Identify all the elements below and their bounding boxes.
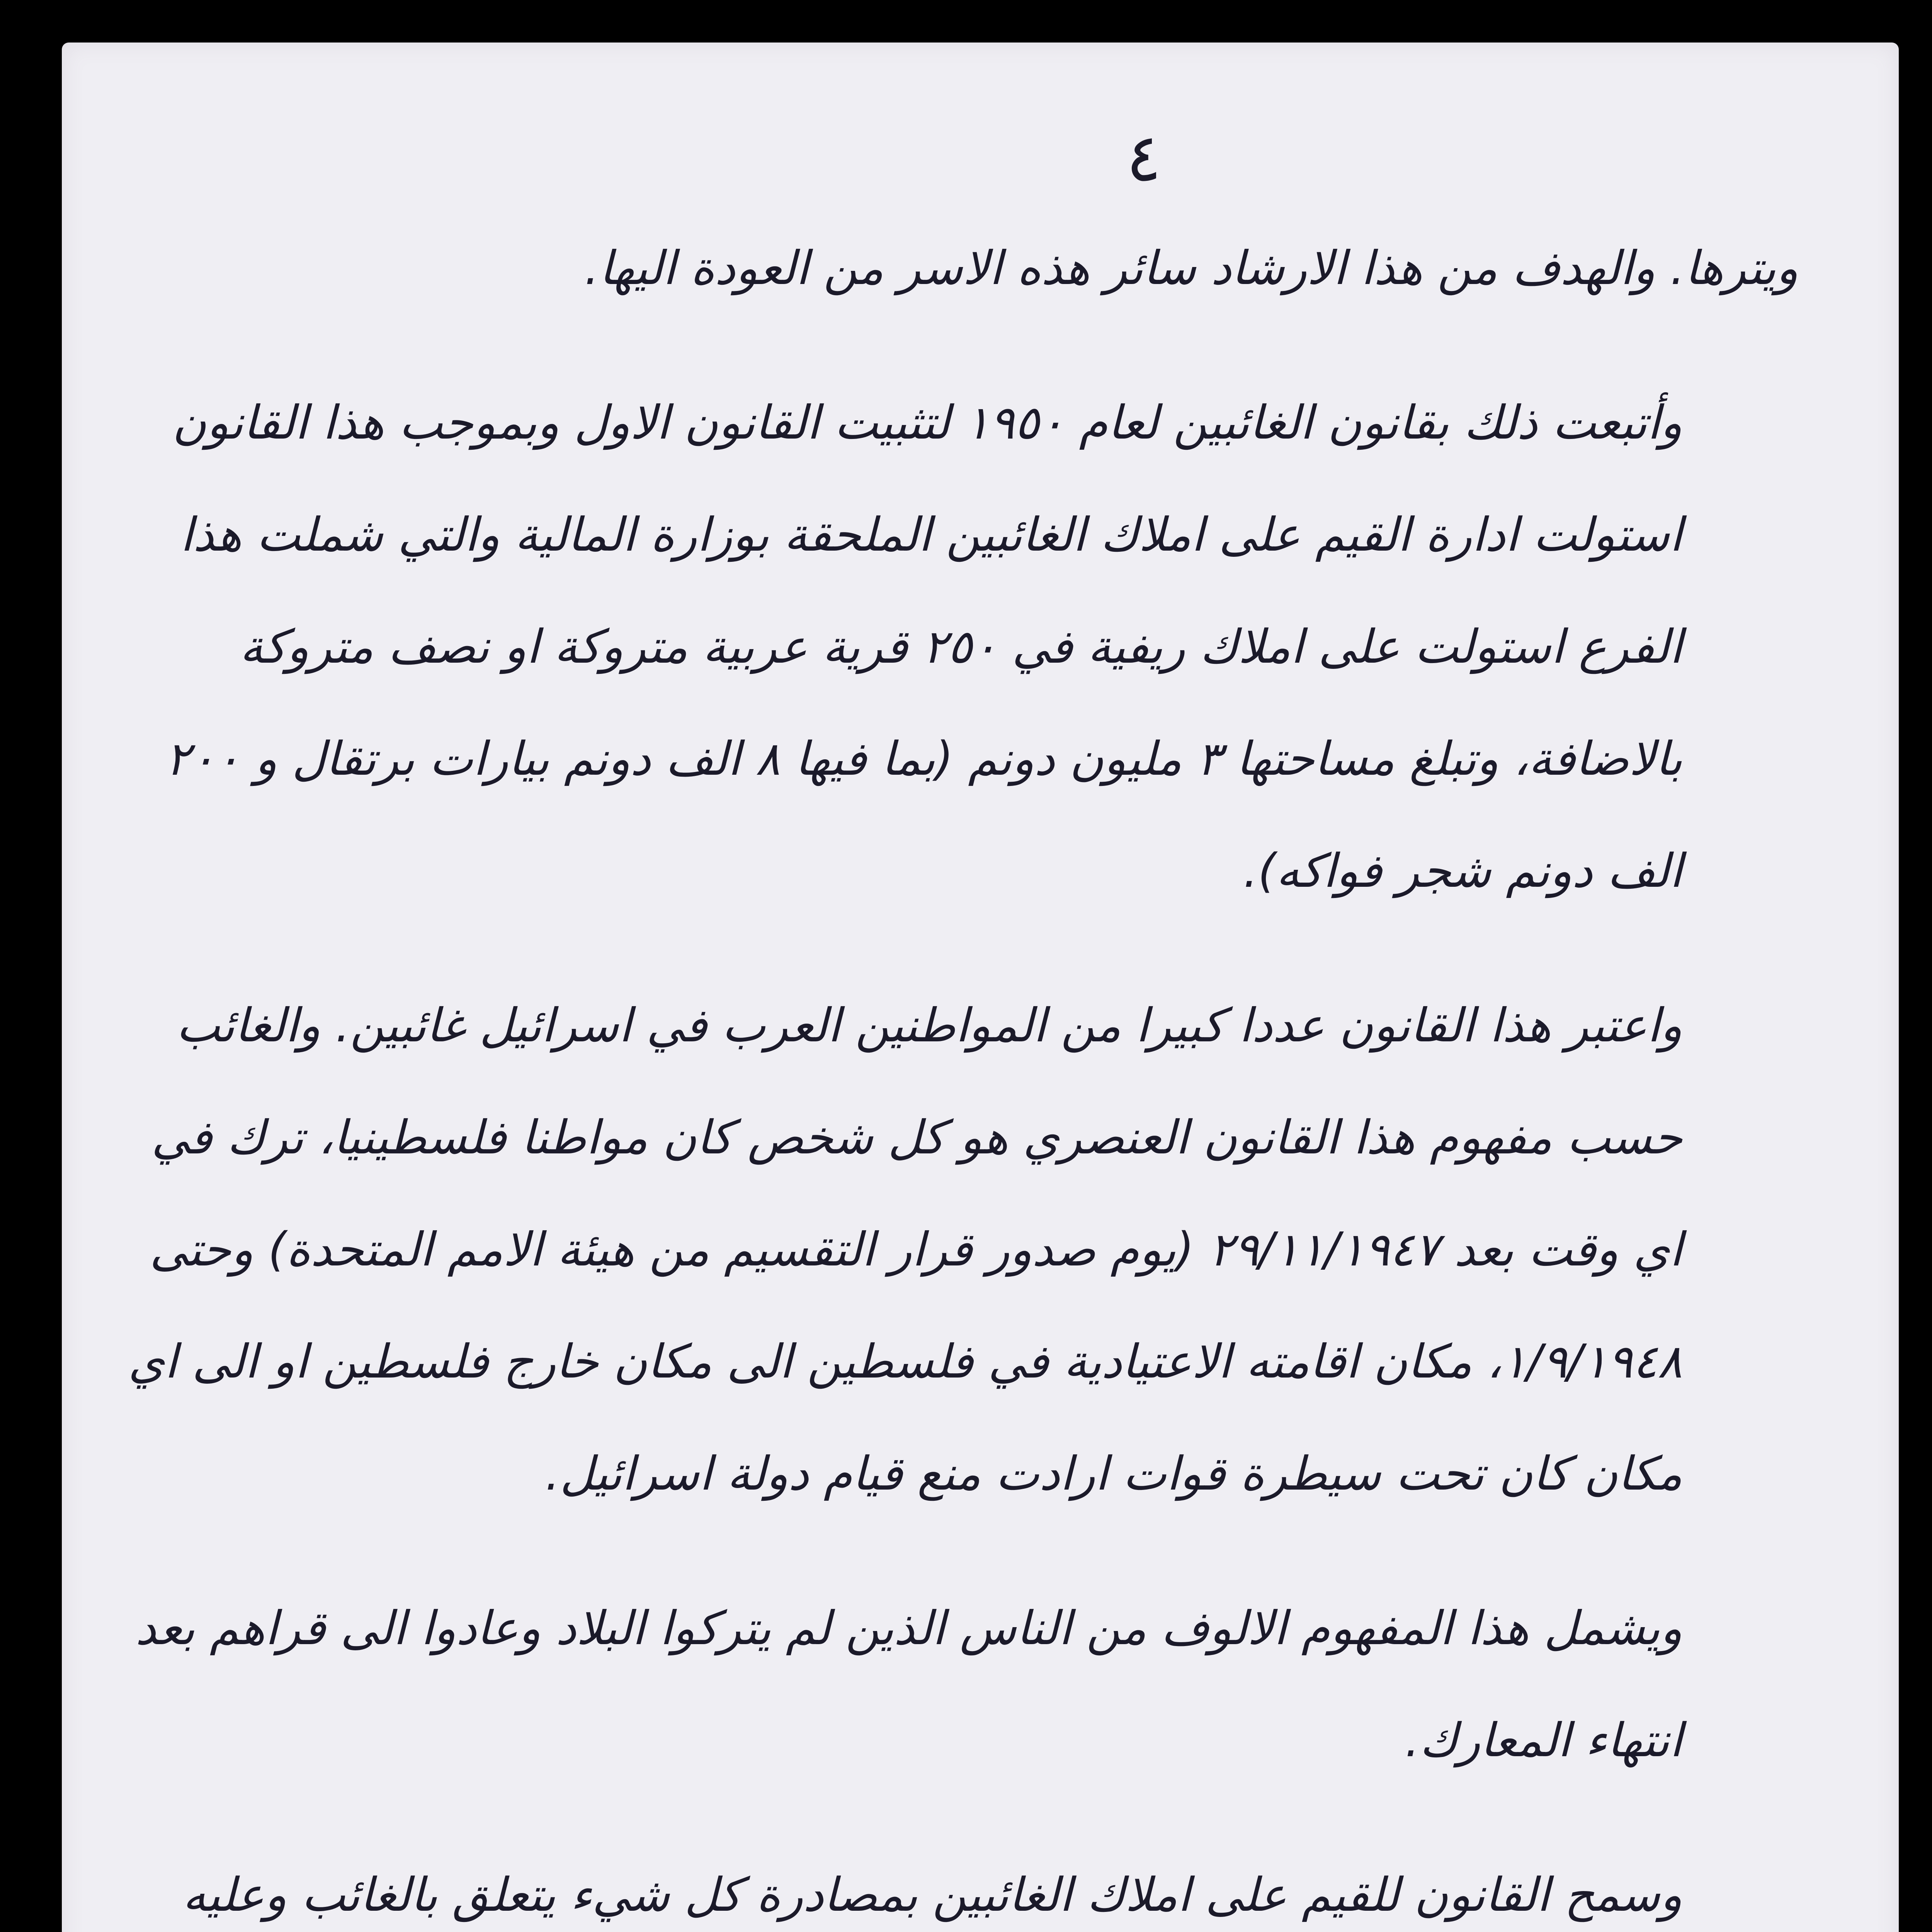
handwritten-text-body	[97, 213, 1798, 1932]
paragraph-thousands-included: ويشمل هذا المفهوم الالوف من الناس الذين لم يتركوا البلاد وعادوا الى قراهم بعد انتهاء المعارك.	[135, 1602, 1682, 1767]
paragraph-gap	[97, 927, 1798, 970]
paragraph-intro: ويترها. والهدف من هذا الارشاد سائر هذه الاسر من العودة اليها.	[584, 242, 1798, 295]
page-number: ٤	[1126, 120, 1162, 196]
paragraph-absentee-definition: واعتبر هذا القانون عددا كبيرا من المواطنين العرب في اسرائيل غائبين. والغائب حسب مفهوم هذا القانون العنصري هو كل شخص كان مواطنا فلسطينيا، ترك في اي وقت بعد ٢٩/١١/١٩٤٧ (يوم صدور قرار التقسيم من هيئة الامم المتحدة) وحتى ١/٩/١٩٤٨، مكان اقامته الاعتيادية في فلسطين الى مكان خارج فلسطين او الى اي مكان كان تحت سيطرة قوات ارادت منع قيام دولة اسرائيل.	[128, 999, 1682, 1501]
paragraph-absentees-law: وأتبعت ذلك بقانون الغائبين لعام ١٩٥٠ لتثبيت القانون الاول وبموجب هذا القانون استولت ادارة القيم على املاك الغائبين الملحقة بوزارة المالية والتي شملت هذا الفرع استولت على املاك ريفية في ٢٥٠ قرية عربية متروكة او نصف متروكة بالاضافة، وتبلغ مساحتها ٣ مليون دونم (بما فيها ٨ الف دونم بيارات برتقال و ٢٠٠ الف دونم شجر فواكه).	[165, 396, 1682, 898]
manuscript-page	[62, 43, 1899, 1932]
paragraph-gap	[97, 1530, 1798, 1573]
paragraph-gap	[97, 1797, 1798, 1839]
paragraph-gap	[97, 325, 1798, 367]
paragraph-waqf-confiscation: وسمح القانون للقيم على املاك الغائبين بمصادرة كل شيء يتعلق بالغائب وعليه	[182, 1868, 1682, 1922]
